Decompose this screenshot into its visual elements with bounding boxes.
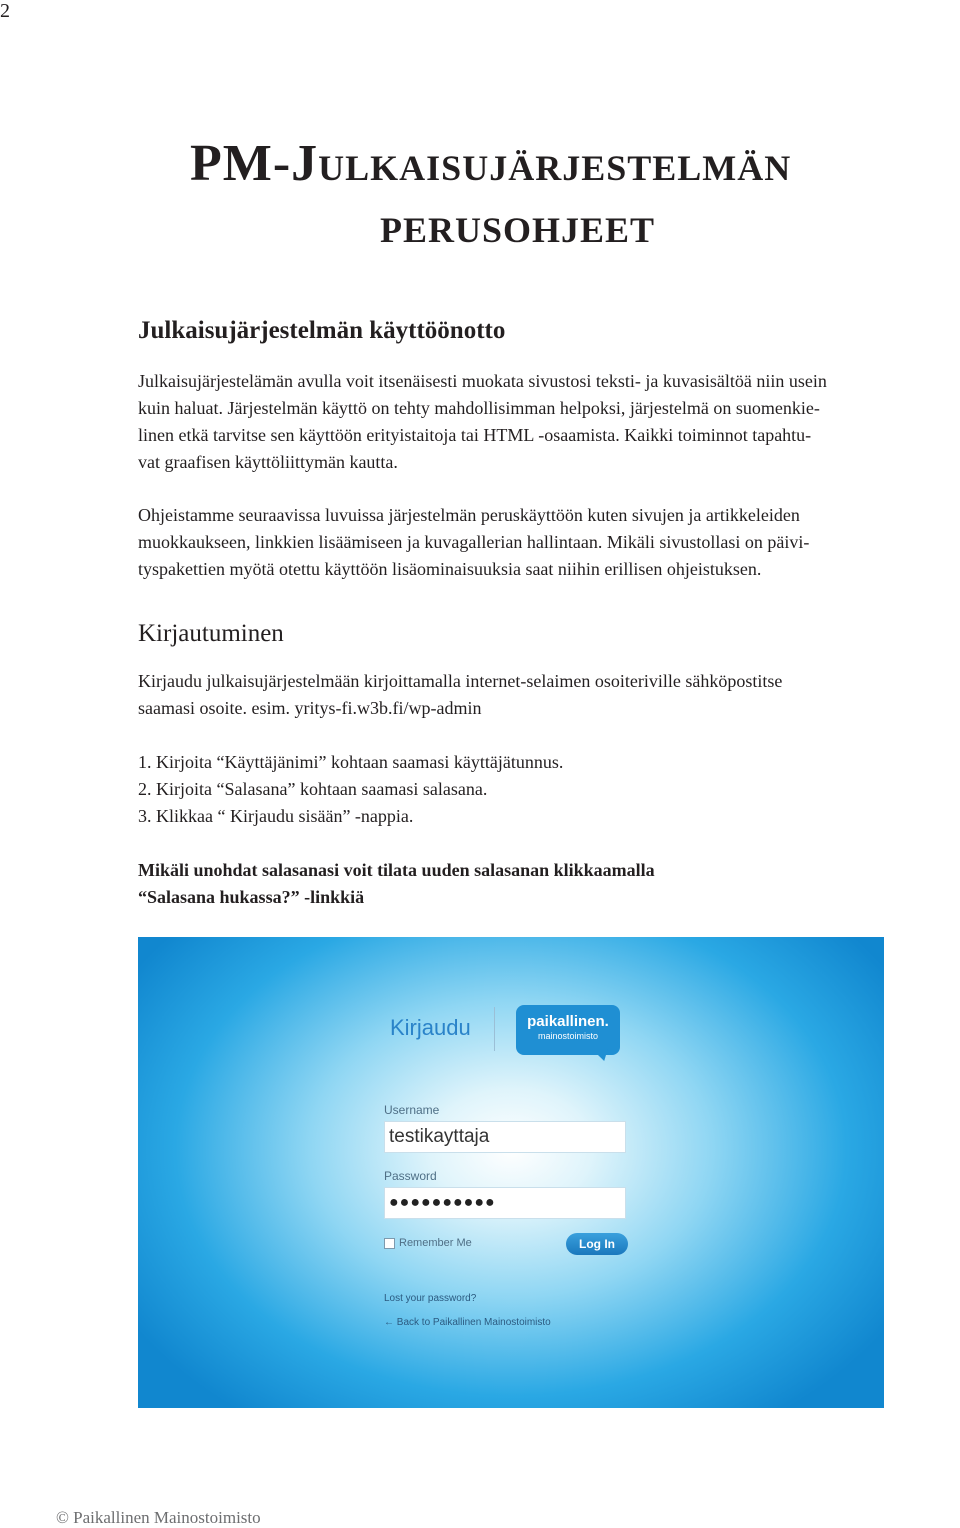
- login-steps-list: [138, 749, 563, 830]
- section-heading-kayttoonotto: Julkaisujärjestelmän käyttöönotto: [138, 317, 506, 344]
- login-screenshot: [138, 937, 884, 1408]
- heading-divider: [494, 1007, 495, 1051]
- section-heading-kirjautuminen: Kirjautuminen: [138, 620, 284, 647]
- list-item: 2. Kirjoita “Salasana” kohtaan saamasi salasana.: [138, 779, 488, 799]
- list-item: 1. Kirjoita “Käyttäjänimi” kohtaan saamasi käyttäjätunnus.: [138, 752, 564, 772]
- instructions-paragraph: Ohjeistamme seuraavissa luvuissa järjestelmän peruskäyttöön kuten sivujen ja artikkeleiden muokkaukseen, linkkien lisäämiseen ja kuvagallerian hallintaan. Mikäli sivustollasi on päivi- tyspakettien myötä otettu käyttöön lisäominaisuuksia saat niihin erillisen ohjeistuksen.: [138, 505, 810, 579]
- username-label: Username: [384, 1103, 440, 1117]
- footer-copyright: © Paikallinen Mainostoimisto: [56, 1508, 261, 1527]
- remember-me-label: Remember Me: [399, 1237, 472, 1249]
- login-heading: Kirjaudu: [390, 1015, 471, 1040]
- list-item: 3. Klikkaa “ Kirjaudu sisään” -nappia.: [138, 806, 414, 826]
- document-title-line1: PM-Julkaisujärjestelmän: [190, 135, 792, 192]
- login-paragraph: Kirjaudu julkaisujärjestelmään kirjoittamalla internet-selaimen osoiteriville sähköpostitse saamasi osoite. esim. yritys-fi.w3b.fi/wp-admin: [138, 671, 783, 718]
- remember-me-option[interactable]: [384, 1237, 472, 1249]
- paikallinen-logo: paikallinen. mainostoimisto: [516, 1005, 620, 1055]
- lost-password-link[interactable]: Lost your password?: [384, 1293, 477, 1304]
- password-reset-note: Mikäli unohdat salasanasi voit tilata uuden salasanan klikkaamalla “Salasana hukassa?” -linkkiä: [138, 860, 655, 907]
- password-field[interactable]: ●●●●●●●●●●: [384, 1187, 626, 1219]
- remember-me-checkbox[interactable]: [384, 1238, 395, 1249]
- username-field[interactable]: testikayttaja: [384, 1121, 626, 1153]
- login-button[interactable]: Log In: [566, 1233, 628, 1255]
- intro-paragraph: Julkaisujärjestelämän avulla voit itsenäisesti muokata sivustosi teksti- ja kuvasisältöä niin usein kuin haluat. Järjestelmän käyttö on tehty mahdollisimman helpoksi, järjestelmä on suomenkie- linen etkä tarvitse sen käyttöön erityistaitoja tai HTML -osaamista. Kaikki toiminnot tapahtu- vat graafisen käyttöliittymän kautta.: [138, 371, 827, 472]
- back-to-site-link[interactable]: ← Back to Paikallinen Mainostoimisto: [384, 1317, 551, 1328]
- password-label: Password: [384, 1169, 437, 1183]
- page-number: 2: [0, 0, 10, 22]
- document-title-line2: perusohjeet: [380, 197, 656, 254]
